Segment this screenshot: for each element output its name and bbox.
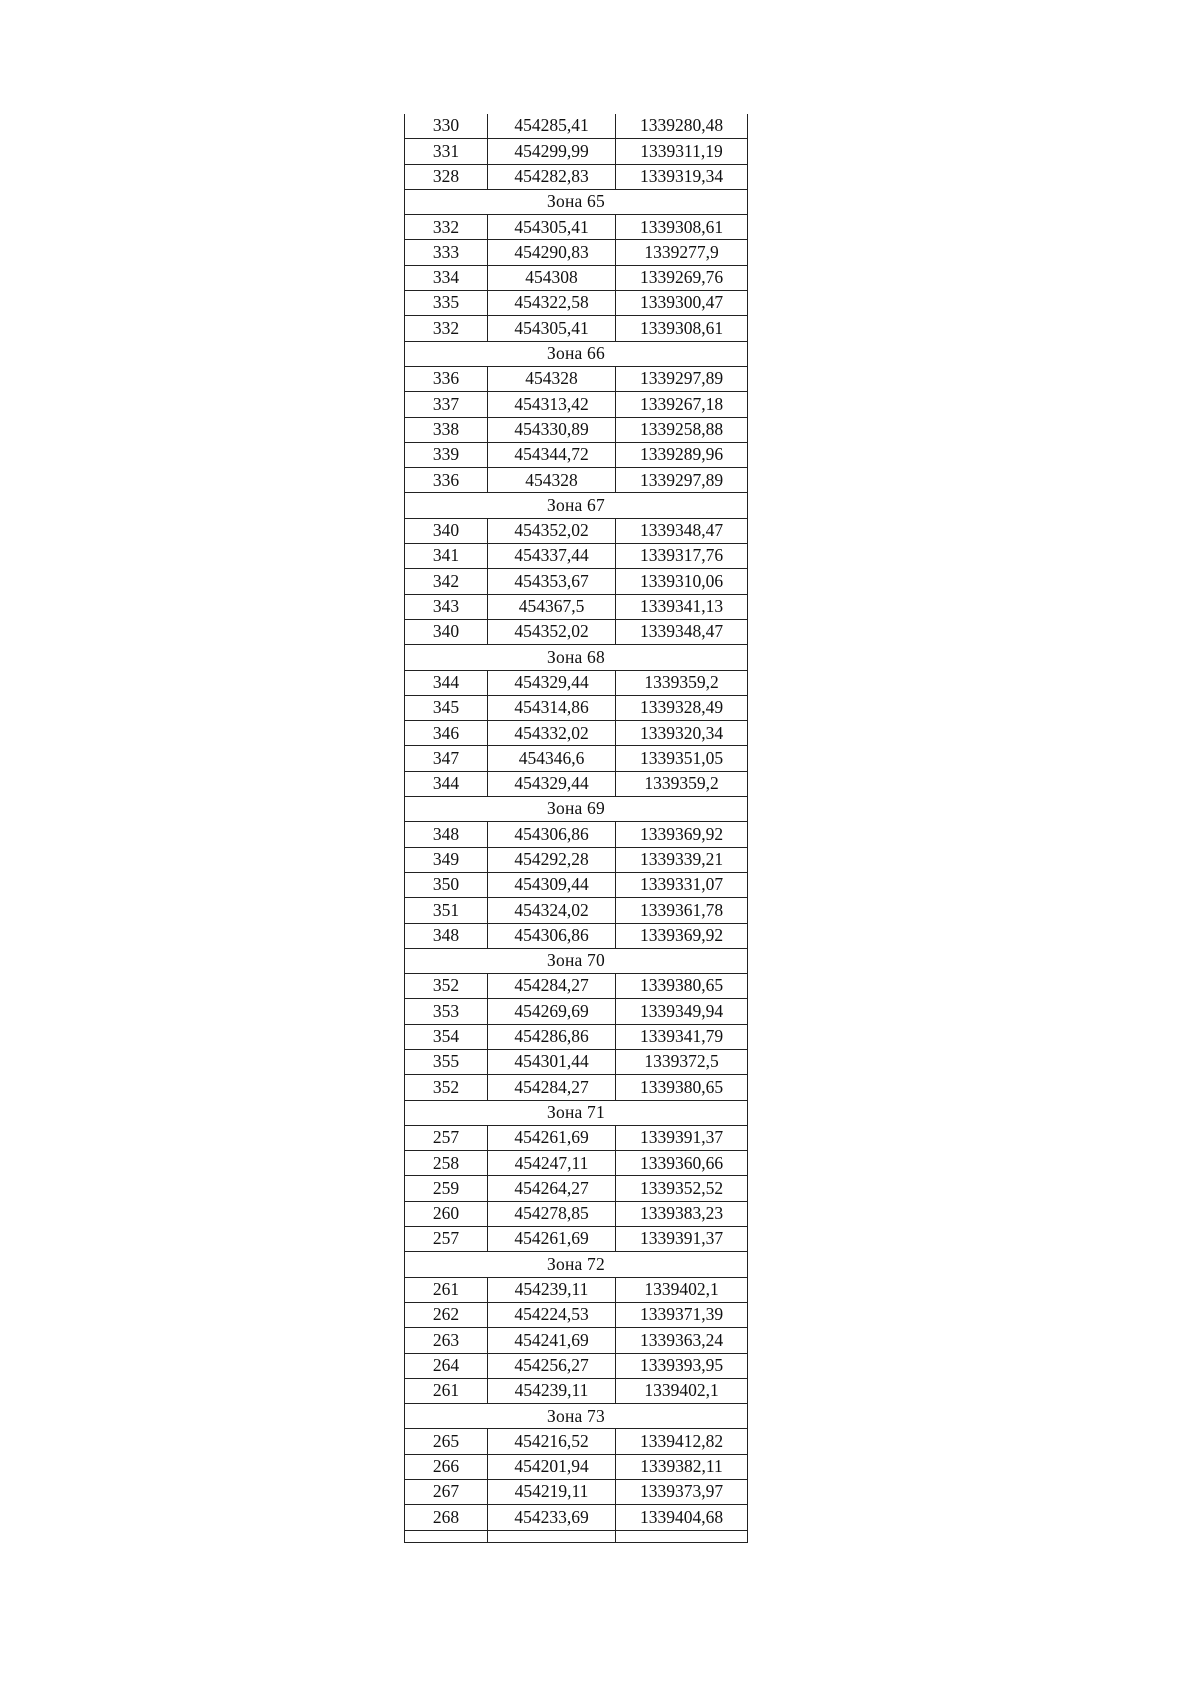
zone-header-row [405, 1100, 748, 1125]
zone-header-row [405, 1404, 748, 1429]
x-coordinate-cell: 454328 [488, 366, 616, 391]
y-coordinate-cell: 1339412,82 [616, 1429, 748, 1454]
point-number-cell: 265 [405, 1429, 488, 1454]
y-coordinate-cell: 1339289,96 [616, 442, 748, 467]
x-coordinate-cell: 454247,11 [488, 1151, 616, 1176]
point-number-cell: 258 [405, 1151, 488, 1176]
y-coordinate-cell: 1339391,37 [616, 1125, 748, 1150]
point-number-cell: 259 [405, 1176, 488, 1201]
y-coordinate-cell: 1339363,24 [616, 1328, 748, 1353]
y-coordinate-cell: 1339280,48 [616, 114, 748, 139]
y-coordinate-cell: 1339319,34 [616, 164, 748, 189]
table-row [405, 1125, 748, 1150]
x-coordinate-cell: 454284,27 [488, 974, 616, 999]
x-coordinate-cell: 454309,44 [488, 872, 616, 897]
x-coordinate-cell: 454219,11 [488, 1480, 616, 1505]
y-coordinate-cell: 1339341,79 [616, 1024, 748, 1049]
x-coordinate-cell: 454224,53 [488, 1302, 616, 1327]
y-coordinate-cell: 1339341,13 [616, 594, 748, 619]
point-number-cell: 261 [405, 1378, 488, 1403]
table-row [405, 1024, 748, 1049]
table-row [405, 468, 748, 493]
point-number-cell: 333 [405, 240, 488, 265]
table-row [405, 417, 748, 442]
y-coordinate-cell: 1339359,2 [616, 771, 748, 796]
y-coordinate-cell: 1339267,18 [616, 392, 748, 417]
y-coordinate-cell: 1339352,52 [616, 1176, 748, 1201]
coordinates-table [404, 114, 748, 1543]
table-row [405, 366, 748, 391]
y-coordinate-cell: 1339360,66 [616, 1151, 748, 1176]
point-number-cell: 348 [405, 923, 488, 948]
x-coordinate-cell: 454239,11 [488, 1378, 616, 1403]
x-coordinate-cell: 454282,83 [488, 164, 616, 189]
x-coordinate-cell [488, 1530, 616, 1542]
y-coordinate-cell: 1339331,07 [616, 872, 748, 897]
y-coordinate-cell: 1339348,47 [616, 619, 748, 644]
x-coordinate-cell: 454344,72 [488, 442, 616, 467]
y-coordinate-cell: 1339351,05 [616, 746, 748, 771]
table-row [405, 771, 748, 796]
table-row [405, 619, 748, 644]
table-row [405, 164, 748, 189]
x-coordinate-cell: 454306,86 [488, 822, 616, 847]
x-coordinate-cell: 454329,44 [488, 670, 616, 695]
point-number-cell: 341 [405, 544, 488, 569]
point-number-cell: 268 [405, 1505, 488, 1530]
x-coordinate-cell: 454353,67 [488, 569, 616, 594]
table-row [405, 442, 748, 467]
zone-header-row [405, 645, 748, 670]
zone-header-row [405, 1252, 748, 1277]
zone-header-row [405, 189, 748, 214]
point-number-cell: 347 [405, 746, 488, 771]
x-coordinate-cell: 454346,6 [488, 746, 616, 771]
y-coordinate-cell: 1339308,61 [616, 215, 748, 240]
y-coordinate-cell: 1339297,89 [616, 366, 748, 391]
zone-label: Зона 66 [405, 341, 748, 366]
x-coordinate-cell: 454324,02 [488, 898, 616, 923]
table-row [405, 822, 748, 847]
x-coordinate-cell: 454313,42 [488, 392, 616, 417]
point-number-cell: 340 [405, 619, 488, 644]
y-coordinate-cell: 1339311,19 [616, 139, 748, 164]
x-coordinate-cell: 454308 [488, 265, 616, 290]
y-coordinate-cell: 1339373,97 [616, 1480, 748, 1505]
y-coordinate-cell: 1339404,68 [616, 1505, 748, 1530]
point-number-cell: 335 [405, 291, 488, 316]
x-coordinate-cell: 454301,44 [488, 1049, 616, 1074]
y-coordinate-cell: 1339380,65 [616, 974, 748, 999]
point-number-cell: 263 [405, 1328, 488, 1353]
x-coordinate-cell: 454332,02 [488, 721, 616, 746]
point-number-cell: 334 [405, 265, 488, 290]
point-number-cell: 332 [405, 316, 488, 341]
table-row [405, 1075, 748, 1100]
table-row [405, 695, 748, 720]
x-coordinate-cell: 454284,27 [488, 1075, 616, 1100]
point-number-cell: 267 [405, 1480, 488, 1505]
point-number-cell: 337 [405, 392, 488, 417]
point-number-cell [405, 1530, 488, 1542]
table-row [405, 114, 748, 139]
point-number-cell: 328 [405, 164, 488, 189]
point-number-cell: 338 [405, 417, 488, 442]
y-coordinate-cell: 1339317,76 [616, 544, 748, 569]
table-row [405, 1328, 748, 1353]
zone-label: Зона 72 [405, 1252, 748, 1277]
table-row [405, 1429, 748, 1454]
y-coordinate-cell: 1339382,11 [616, 1454, 748, 1479]
table-row [405, 594, 748, 619]
table-row [405, 923, 748, 948]
y-coordinate-cell: 1339380,65 [616, 1075, 748, 1100]
zone-label: Зона 70 [405, 948, 748, 973]
point-number-cell: 351 [405, 898, 488, 923]
point-number-cell: 257 [405, 1227, 488, 1252]
zone-header-row [405, 797, 748, 822]
table-row [405, 999, 748, 1024]
y-coordinate-cell: 1339391,37 [616, 1227, 748, 1252]
table-row [405, 139, 748, 164]
x-coordinate-cell: 454261,69 [488, 1125, 616, 1150]
table-row [405, 1176, 748, 1201]
point-number-cell: 336 [405, 468, 488, 493]
table-row [405, 898, 748, 923]
point-number-cell: 350 [405, 872, 488, 897]
zone-header-row [405, 493, 748, 518]
table-row [405, 291, 748, 316]
x-coordinate-cell: 454322,58 [488, 291, 616, 316]
point-number-cell: 349 [405, 847, 488, 872]
point-number-cell: 257 [405, 1125, 488, 1150]
table-row [405, 670, 748, 695]
y-coordinate-cell: 1339372,5 [616, 1049, 748, 1074]
y-coordinate-cell: 1339310,06 [616, 569, 748, 594]
zone-label: Зона 65 [405, 189, 748, 214]
x-coordinate-cell: 454314,86 [488, 695, 616, 720]
y-coordinate-cell: 1339328,49 [616, 695, 748, 720]
zone-label: Зона 69 [405, 797, 748, 822]
x-coordinate-cell: 454337,44 [488, 544, 616, 569]
y-coordinate-cell: 1339300,47 [616, 291, 748, 316]
table-row [405, 1454, 748, 1479]
x-coordinate-cell: 454216,52 [488, 1429, 616, 1454]
table-row [405, 265, 748, 290]
table-row [405, 1353, 748, 1378]
point-number-cell: 345 [405, 695, 488, 720]
y-coordinate-cell: 1339369,92 [616, 822, 748, 847]
zone-header-row [405, 948, 748, 973]
x-coordinate-cell: 454328 [488, 468, 616, 493]
table-row [405, 544, 748, 569]
y-coordinate-cell: 1339371,39 [616, 1302, 748, 1327]
y-coordinate-cell: 1339359,2 [616, 670, 748, 695]
coordinates-table-body [405, 114, 748, 1542]
y-coordinate-cell: 1339369,92 [616, 923, 748, 948]
x-coordinate-cell: 454299,99 [488, 139, 616, 164]
point-number-cell: 332 [405, 215, 488, 240]
y-coordinate-cell: 1339402,1 [616, 1378, 748, 1403]
y-coordinate-cell: 1339393,95 [616, 1353, 748, 1378]
y-coordinate-cell [616, 1530, 748, 1542]
point-number-cell: 262 [405, 1302, 488, 1327]
point-number-cell: 344 [405, 771, 488, 796]
point-number-cell: 336 [405, 366, 488, 391]
x-coordinate-cell: 454305,41 [488, 215, 616, 240]
y-coordinate-cell: 1339297,89 [616, 468, 748, 493]
point-number-cell: 346 [405, 721, 488, 746]
x-coordinate-cell: 454290,83 [488, 240, 616, 265]
x-coordinate-cell: 454306,86 [488, 923, 616, 948]
point-number-cell: 353 [405, 999, 488, 1024]
x-coordinate-cell: 454201,94 [488, 1454, 616, 1479]
x-coordinate-cell: 454278,85 [488, 1201, 616, 1226]
point-number-cell: 331 [405, 139, 488, 164]
table-row [405, 847, 748, 872]
y-coordinate-cell: 1339361,78 [616, 898, 748, 923]
x-coordinate-cell: 454286,86 [488, 1024, 616, 1049]
table-row [405, 1480, 748, 1505]
table-row [405, 569, 748, 594]
table-row [405, 392, 748, 417]
table-row [405, 1049, 748, 1074]
y-coordinate-cell: 1339308,61 [616, 316, 748, 341]
x-coordinate-cell: 454285,41 [488, 114, 616, 139]
x-coordinate-cell: 454292,28 [488, 847, 616, 872]
point-number-cell: 354 [405, 1024, 488, 1049]
y-coordinate-cell: 1339383,23 [616, 1201, 748, 1226]
y-coordinate-cell: 1339277,9 [616, 240, 748, 265]
point-number-cell: 260 [405, 1201, 488, 1226]
point-number-cell: 352 [405, 974, 488, 999]
table-row [405, 1378, 748, 1403]
x-coordinate-cell: 454256,27 [488, 1353, 616, 1378]
table-row [405, 1302, 748, 1327]
x-coordinate-cell: 454233,69 [488, 1505, 616, 1530]
point-number-cell: 261 [405, 1277, 488, 1302]
point-number-cell: 342 [405, 569, 488, 594]
table-row [405, 1227, 748, 1252]
x-coordinate-cell: 454367,5 [488, 594, 616, 619]
x-coordinate-cell: 454305,41 [488, 316, 616, 341]
point-number-cell: 355 [405, 1049, 488, 1074]
y-coordinate-cell: 1339320,34 [616, 721, 748, 746]
table-row [405, 1151, 748, 1176]
point-number-cell: 344 [405, 670, 488, 695]
y-coordinate-cell: 1339348,47 [616, 518, 748, 543]
zone-label: Зона 71 [405, 1100, 748, 1125]
zone-label: Зона 68 [405, 645, 748, 670]
y-coordinate-cell: 1339258,88 [616, 417, 748, 442]
table-row [405, 316, 748, 341]
zone-header-row [405, 341, 748, 366]
y-coordinate-cell: 1339402,1 [616, 1277, 748, 1302]
table-row [405, 721, 748, 746]
y-coordinate-cell: 1339269,76 [616, 265, 748, 290]
table-row [405, 1505, 748, 1530]
point-number-cell: 266 [405, 1454, 488, 1479]
point-number-cell: 343 [405, 594, 488, 619]
y-coordinate-cell: 1339349,94 [616, 999, 748, 1024]
table-row [405, 872, 748, 897]
table-row [405, 240, 748, 265]
blank-row [405, 1530, 748, 1542]
y-coordinate-cell: 1339339,21 [616, 847, 748, 872]
table-row [405, 974, 748, 999]
table-row [405, 518, 748, 543]
table-row [405, 746, 748, 771]
x-coordinate-cell: 454264,27 [488, 1176, 616, 1201]
table-row [405, 215, 748, 240]
zone-label: Зона 67 [405, 493, 748, 518]
point-number-cell: 348 [405, 822, 488, 847]
point-number-cell: 264 [405, 1353, 488, 1378]
x-coordinate-cell: 454352,02 [488, 518, 616, 543]
x-coordinate-cell: 454330,89 [488, 417, 616, 442]
point-number-cell: 330 [405, 114, 488, 139]
x-coordinate-cell: 454261,69 [488, 1227, 616, 1252]
x-coordinate-cell: 454329,44 [488, 771, 616, 796]
table-row [405, 1201, 748, 1226]
point-number-cell: 352 [405, 1075, 488, 1100]
zone-label: Зона 73 [405, 1404, 748, 1429]
point-number-cell: 340 [405, 518, 488, 543]
x-coordinate-cell: 454352,02 [488, 619, 616, 644]
x-coordinate-cell: 454241,69 [488, 1328, 616, 1353]
x-coordinate-cell: 454239,11 [488, 1277, 616, 1302]
point-number-cell: 339 [405, 442, 488, 467]
table-row [405, 1277, 748, 1302]
x-coordinate-cell: 454269,69 [488, 999, 616, 1024]
